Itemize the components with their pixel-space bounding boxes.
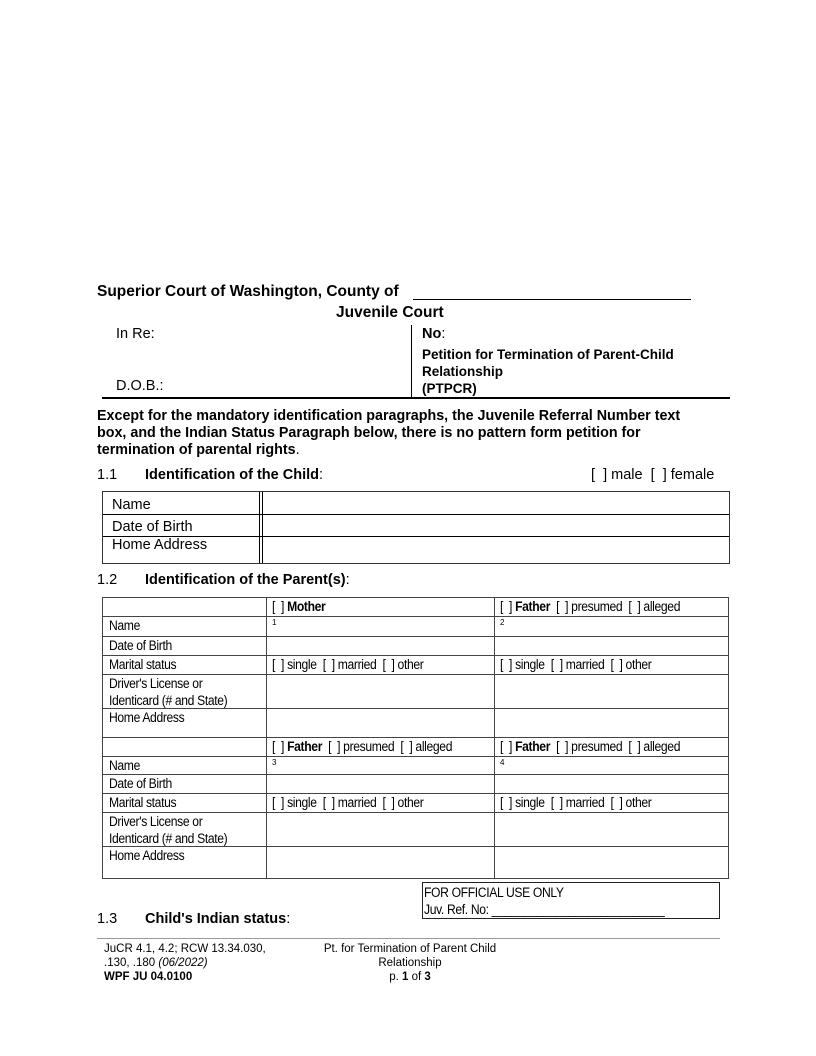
- parents-table-cell[interactable]: [494, 774, 729, 794]
- dob-label: D.O.B.:: [116, 378, 164, 394]
- marital-status-checkboxes[interactable]: [ ] single [ ] married [ ] other: [272, 795, 424, 810]
- row-label-address: Home Address: [109, 848, 185, 863]
- parents-table-cell[interactable]: [266, 846, 495, 879]
- parents-table-cell[interactable]: [266, 636, 495, 656]
- parents-table-cell[interactable]: [266, 674, 495, 709]
- section-1-2-title: Identification of the Parent(s):: [145, 572, 350, 588]
- row-label-marital: Marital status: [109, 657, 177, 672]
- parents-table-cell: [102, 737, 267, 757]
- footer-rule: [97, 938, 720, 939]
- official-use-box: [422, 882, 720, 919]
- parents-table-cell[interactable]: [494, 756, 729, 775]
- parents-table-cell[interactable]: [266, 708, 495, 738]
- row-label-dob: Date of Birth: [109, 638, 172, 653]
- section-1-2-number: 1.2: [97, 572, 118, 588]
- parents-table-cell[interactable]: [266, 774, 495, 794]
- court-title: Superior Court of Washington, County of: [97, 283, 399, 300]
- parents-table-cell[interactable]: [494, 616, 729, 637]
- footnote-marker: 4: [500, 758, 505, 767]
- county-blank[interactable]: [413, 299, 691, 300]
- footnote-marker: 2: [500, 618, 505, 627]
- footer-center: Pt. for Termination of Parent Child Relationship p. 1 of 3: [300, 942, 520, 984]
- section-1-1-title: Identification of the Child:: [145, 467, 324, 483]
- court-name: Juvenile Court: [336, 304, 444, 321]
- parents-table-cell[interactable]: [266, 812, 495, 847]
- child-gender-checkboxes[interactable]: [ ] male [ ] female: [591, 467, 715, 483]
- parents-table-cell[interactable]: [494, 636, 729, 656]
- doc-abbrev: (PTPCR): [422, 381, 477, 396]
- parents-table-cell: [102, 597, 267, 617]
- child-dob-label: Date of Birth: [112, 519, 193, 535]
- footnote-marker: 3: [272, 758, 277, 767]
- row-label-identicard: Identicard (# and State): [109, 831, 228, 846]
- parents-table-cell[interactable]: [494, 674, 729, 709]
- row-label-name: Name: [109, 618, 140, 633]
- in-re-label: In Re:: [116, 326, 155, 342]
- caption-rule: [102, 397, 730, 399]
- juv-ref-no-field[interactable]: Juv. Ref. No: ___________________________: [424, 902, 665, 917]
- marital-status-checkboxes[interactable]: [ ] single [ ] married [ ] other: [500, 657, 652, 672]
- row-label-dob: Date of Birth: [109, 776, 172, 791]
- section-1-3-title: Child's Indian status:: [145, 911, 291, 927]
- child-name-label: Name: [112, 497, 151, 513]
- row-label-license: Driver's License or: [109, 676, 203, 691]
- child-address-label: Home Address: [112, 537, 208, 553]
- page-number: p. 1 of 3: [389, 971, 431, 983]
- footnote-marker: 1: [272, 618, 277, 627]
- official-use-title: FOR OFFICIAL USE ONLY: [424, 885, 564, 900]
- section-1-1-number: 1.1: [97, 467, 118, 483]
- parents-table-cell[interactable]: [494, 812, 729, 847]
- parent-header-3[interactable]: [ ] Father [ ] presumed [ ] alleged: [272, 739, 453, 754]
- row-label-marital: Marital status: [109, 795, 177, 810]
- row-label-identicard: Identicard (# and State): [109, 693, 228, 708]
- parent-header-4[interactable]: [ ] Father [ ] presumed [ ] alleged: [500, 739, 681, 754]
- footer-citation: JuCR 4.1, 4.2; RCW 13.34.030, .130, .180 (06/2022) WPF JU 04.0100: [104, 943, 266, 983]
- parents-table-cell[interactable]: [494, 708, 729, 738]
- case-number-label: No:: [422, 326, 446, 342]
- row-label-license: Driver's License or: [109, 814, 203, 829]
- intro-paragraph: Except for the mandatory identification paragraphs, the Juvenile Referral Number text box, and the Indian Status Paragraph below, there is no pattern form petition for termination of parental rights.: [97, 408, 681, 458]
- section-1-3-number: 1.3: [97, 911, 118, 927]
- doc-title-line1: Petition for Termination of Parent-Child: [422, 347, 674, 362]
- parent-header-2[interactable]: [ ] Father [ ] presumed [ ] alleged: [500, 599, 681, 614]
- parent-header-1[interactable]: [ ] Mother: [272, 599, 326, 614]
- parents-table-cell[interactable]: [266, 616, 495, 637]
- child-id-table: [102, 491, 730, 564]
- caption-divider: [411, 325, 412, 397]
- parents-table-cell[interactable]: [266, 756, 495, 775]
- marital-status-checkboxes[interactable]: [ ] single [ ] married [ ] other: [272, 657, 424, 672]
- marital-status-checkboxes[interactable]: [ ] single [ ] married [ ] other: [500, 795, 652, 810]
- parents-table-cell[interactable]: [494, 846, 729, 879]
- row-label-address: Home Address: [109, 710, 185, 725]
- doc-title-line2: Relationship: [422, 364, 504, 379]
- row-label-name: Name: [109, 758, 140, 773]
